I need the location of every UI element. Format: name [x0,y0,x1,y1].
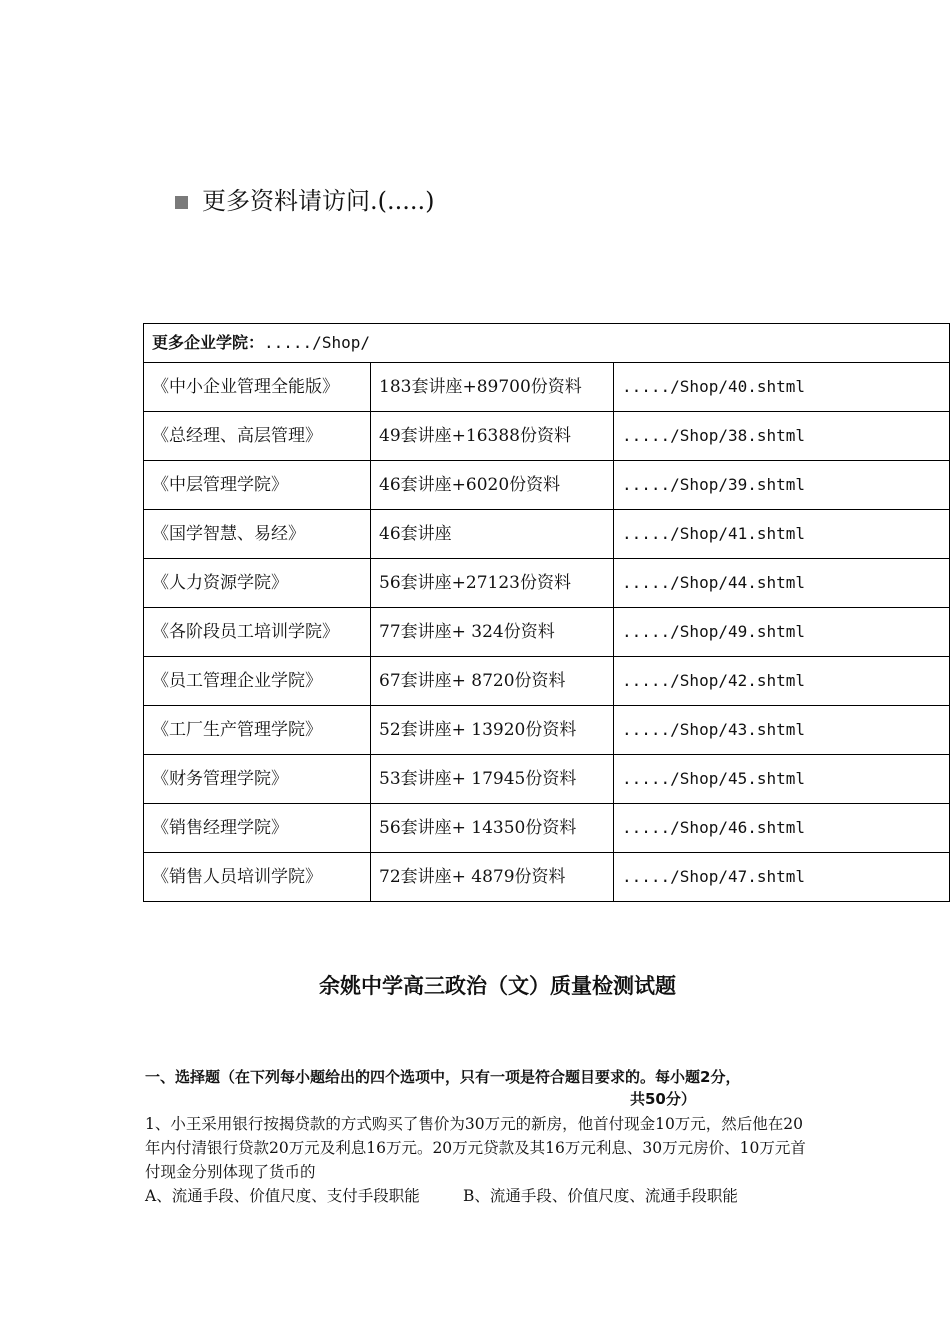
academy-name: 《员工管理企业学院》 [144,657,371,706]
academy-url-link[interactable]: ...../Shop/49.shtml [614,608,950,657]
academy-name: 《人力资源学院》 [144,559,371,608]
table-row [144,608,950,657]
header-label: 更多企业学院： [152,333,265,352]
table-row [144,559,950,608]
exam-title: 余姚中学高三政治（文）质量检测试题 [319,974,676,998]
option-b: B、流通手段、价值尺度、流通手段职能 [463,1187,738,1205]
academy-url-link[interactable]: ...../Shop/47.shtml [614,853,950,902]
table-row [144,804,950,853]
section-heading-line1: 一、选择题（在下列每小题给出的四个选项中，只有一项是符合题目要求的。每小题2分， [145,1068,741,1086]
table-row [144,461,950,510]
option-a: A、流通手段、价值尺度、支付手段职能 [145,1187,420,1205]
academy-name: 《中小企业管理全能版》 [144,363,371,412]
table-row [144,510,950,559]
academy-description: 53套讲座+ 17945份资料 [371,755,614,804]
academy-description: 49套讲座+16388份资料 [371,412,614,461]
academy-description: 46套讲座+6020份资料 [371,461,614,510]
academy-description: 52套讲座+ 13920份资料 [371,706,614,755]
table-row [144,755,950,804]
table-row [144,706,950,755]
academy-name: 《中层管理学院》 [144,461,371,510]
table-row [144,853,950,902]
academy-table [143,323,950,902]
academy-description: 56套讲座+ 14350份资料 [371,804,614,853]
academy-url-link[interactable]: ...../Shop/38.shtml [614,412,950,461]
academy-url-link[interactable]: ...../Shop/40.shtml [614,363,950,412]
table-row [144,363,950,412]
table-header [144,324,950,363]
header-url-link[interactable]: ...../Shop/ [264,333,370,352]
question-1-options [145,1184,815,1208]
academy-description: 72套讲座+ 4879份资料 [371,853,614,902]
academy-url-link[interactable]: ...../Shop/44.shtml [614,559,950,608]
academy-url-link[interactable]: ...../Shop/43.shtml [614,706,950,755]
academy-description: 56套讲座+27123份资料 [371,559,614,608]
section-heading [145,1066,825,1110]
academy-name: 《国学智慧、易经》 [144,510,371,559]
table-row [144,412,950,461]
table-header-row [144,324,950,363]
academy-description: 67套讲座+ 8720份资料 [371,657,614,706]
academy-url-link[interactable]: ...../Shop/41.shtml [614,510,950,559]
question-1 [145,1112,815,1208]
academy-url-link[interactable]: ...../Shop/45.shtml [614,755,950,804]
academy-url-link[interactable]: ...../Shop/42.shtml [614,657,950,706]
academy-description: 77套讲座+ 324份资料 [371,608,614,657]
academy-description: 183套讲座+89700份资料 [371,363,614,412]
banner-text: 更多资料请访问.(.....) [202,187,435,215]
academy-name: 《总经理、高层管理》 [144,412,371,461]
academy-description: 46套讲座 [371,510,614,559]
square-bullet-icon [175,196,188,209]
academy-name: 《各阶段员工培训学院》 [144,608,371,657]
academy-name: 《销售人员培训学院》 [144,853,371,902]
academy-name: 《财务管理学院》 [144,755,371,804]
section-heading-line2: 共50分） [630,1090,696,1108]
academy-url-link[interactable]: ...../Shop/46.shtml [614,804,950,853]
table-row [144,657,950,706]
academy-url-link[interactable]: ...../Shop/39.shtml [614,461,950,510]
question-1-text: 1、小王采用银行按揭贷款的方式购买了售价为30万元的新房，他首付现金10万元，然后他在20年内付清银行贷款20万元及利息16万元。20万元贷款及其16万元利息、30万元房价、10万元首付现金分别体现了货币的 [145,1115,806,1181]
more-materials-banner [175,184,435,218]
academy-name: 《工厂生产管理学院》 [144,706,371,755]
academy-name: 《销售经理学院》 [144,804,371,853]
